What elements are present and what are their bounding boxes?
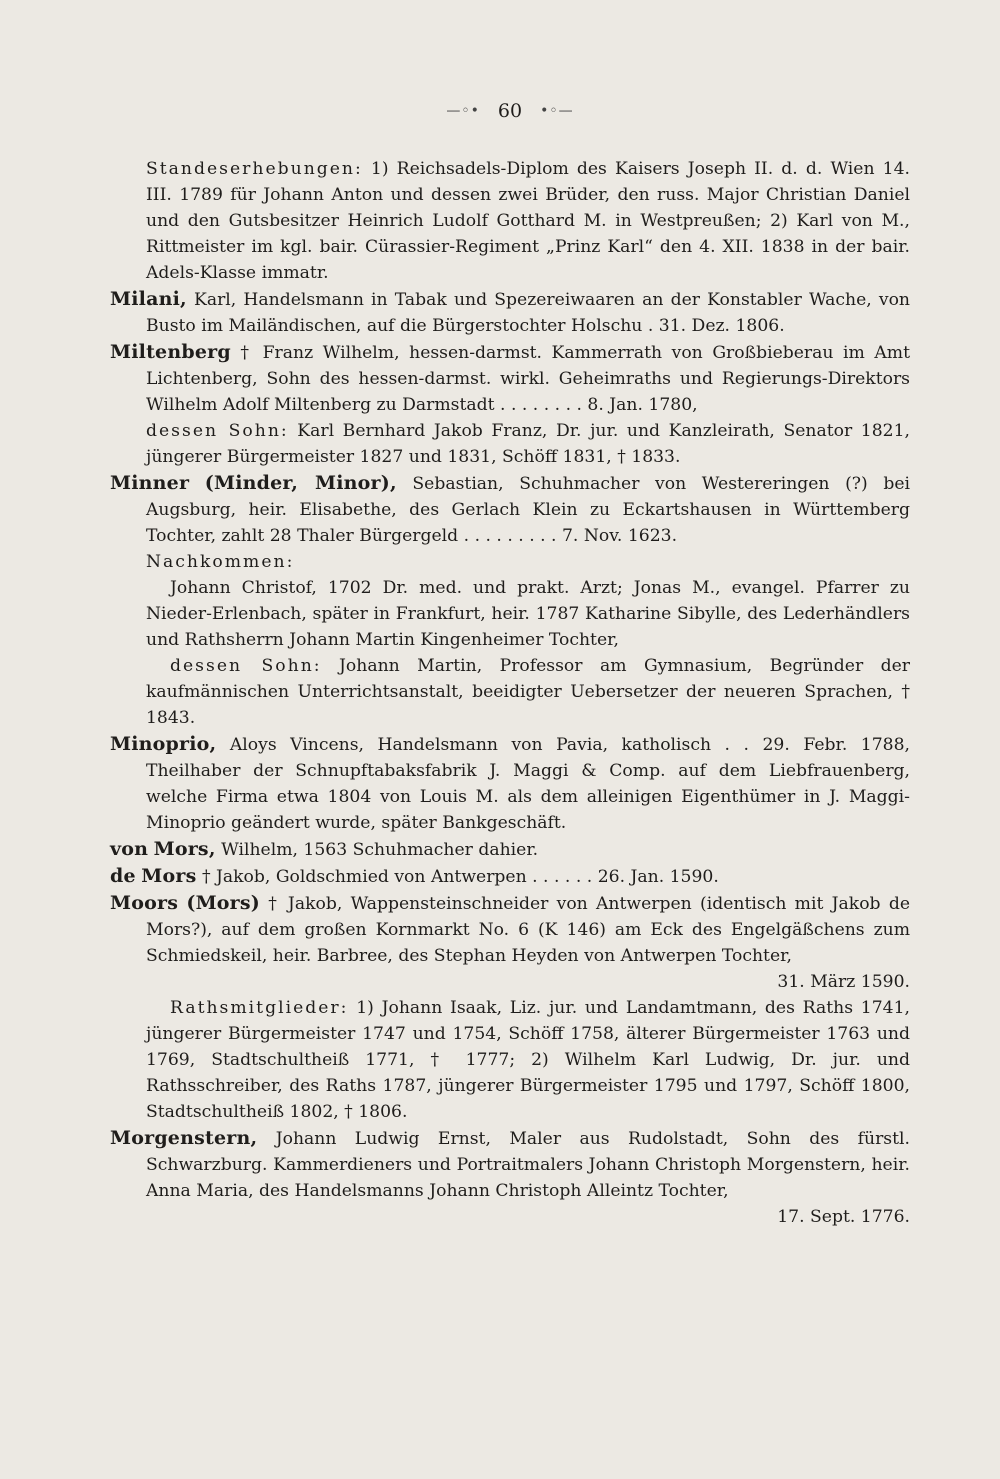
entry-de-mors	[110, 863, 910, 890]
section-label: Nachkommen:	[146, 552, 295, 572]
entry-text: Karl, Handelsmann in Tabak und Spezereiwaaren an der Konstabler Wache, von Busto im Mailändischen, auf die Bürgerstochter Holschu . 31. Dez. 1806.	[146, 290, 910, 336]
entry-name: Mors	[141, 865, 197, 887]
entry-morgenstern	[110, 1125, 910, 1204]
entry-text: † Jakob, Goldschmied von Antwerpen . . . . . . 26. Jan. 1590.	[201, 867, 719, 887]
entry-standeserhebungen	[110, 156, 910, 286]
entry-von-mors	[110, 836, 910, 863]
entry-minoprio	[110, 731, 910, 836]
entry-name: Minoprio,	[110, 733, 217, 755]
entry-milani	[110, 286, 910, 339]
ornament-right: •◦—	[540, 103, 574, 119]
entry-moors	[110, 890, 910, 969]
entry-text: 1) Johann Isaak, Liz. jur. und Landamtmann, des Raths 1741, jüngerer Bürgermeister 1747 und 1754, Schöff 1758, älterer Bürgermeister 1763 und 1769, Stadtschultheiß 1771, † 1777; 2) Wilhelm Karl Ludwig, Dr. jur. und Rathsschreiber, des Raths 1787, jüngerer Bürgermeister 1795 und 1797, Schöff 1800, Stadtschultheiß 1802, † 1806.	[146, 998, 911, 1122]
section-label: Rathsmitglieder:	[170, 998, 349, 1018]
entry-text: Aloys Vincens, Handelsmann von Pavia, katholisch . . 29. Febr. 1788, Theilhaber der Schnupftabaksfabrik J. Maggi & Comp. auf dem Liebfrauenberg, welche Firma etwa 1804 von Louis M. als dem alleinigen Eigenthümer in J. Maggi-Minoprio geändert wurde, später Bankgeschäft.	[146, 735, 910, 833]
entry-moors-date: 31. März 1590.	[777, 972, 910, 992]
page-header	[110, 100, 910, 122]
entry-prefix: von	[110, 838, 149, 860]
entry-name: Moors	[110, 892, 179, 914]
entry-text: † Franz Wilhelm, hessen-darmst. Kammerrath von Großbieberau im Amt Lichtenberg, Sohn des hessen-darmst. wirkl. Geheimraths und Regierungs-Direktors Wilhelm Adolf Miltenberg zu Darmstadt . . . . . . . . 8. Jan. 1780,	[146, 343, 910, 415]
ornament-left: —◦•	[446, 103, 480, 119]
entry-minner-descendants	[110, 575, 910, 653]
entry-name: Mors,	[153, 838, 216, 860]
section-label: Standeserhebungen:	[146, 159, 363, 179]
entry-text: Sebastian, Schuhmacher von Westereringen (?) bei Augsburg, heir. Elisabethe, des Gerlach Klein zu Eckartshausen in Württemberg Tochter, zahlt 28 Thaler Bürgergeld . . . . . . . . . 7. Nov. 1623.	[146, 474, 910, 546]
entry-prefix: de	[110, 865, 136, 887]
entry-name: Minner	[110, 472, 190, 494]
entry-morgenstern-date: 17. Sept. 1776.	[777, 1207, 910, 1227]
entry-name-alt: (Minder, Minor),	[204, 472, 397, 494]
entry-text: Johann Martin, Professor am Gymnasium, Begründer der kaufmännischen Unterrichtsanstalt, beeidigter Uebersetzer der neueren Sprachen, † 1843.	[146, 656, 910, 728]
entry-text: Wilhelm, 1563 Schuhmacher dahier.	[221, 840, 539, 860]
entry-miltenberg-son	[110, 418, 910, 470]
entry-minner-descendants-label	[110, 549, 910, 575]
entry-name: Miltenberg	[110, 341, 231, 363]
entry-name-alt: (Mors)	[186, 892, 260, 914]
page-number: 60	[497, 100, 523, 122]
entry-miltenberg	[110, 339, 910, 418]
entry-text: Johann Christof, 1702 Dr. med. und prakt. Arzt; Jonas M., evangel. Pfarrer zu Nieder-Erlenbach, später in Frankfurt, heir. 1787 Katharine Sibylle, des Lederhändlers und Rathsherrn Johann Martin Kingenheimer Tochter,	[146, 578, 910, 650]
entry-minner-son	[110, 653, 910, 731]
entry-name: Morgenstern,	[110, 1127, 258, 1149]
entry-text: † Jakob, Wappensteinschneider von Antwerpen (identisch mit Jakob de Mors?), auf dem großen Kornmarkt No. 6 (K 146) am Eck des Engelgäßchens zum Schmiedskeil, heir. Barbree, des Stephan Heyden von Antwerpen Tochter,	[146, 894, 910, 966]
entry-text: Johann Ludwig Ernst, Maler aus Rudolstadt, Sohn des fürstl. Schwarzburg. Kammerdieners und Portraitmalers Johann Christoph Morgenstern, heir. Anna Maria, des Handelsmanns Johann Christoph Alleintz Tochter,	[146, 1129, 910, 1201]
entry-name: Milani,	[110, 288, 187, 310]
entry-text: Karl Bernhard Jakob Franz, Dr. jur. und Kanzleirath, Senator 1821, jüngerer Bürgermeister 1827 und 1831, Schöff 1831, † 1833.	[146, 421, 910, 467]
entry-text: 1) Reichsadels-Diplom des Kaisers Joseph II. d. d. Wien 14. III. 1789 für Johann Anton und dessen zwei Brüder, den russ. Major Christian Daniel und den Gutsbesitzer Heinrich Ludolf Gotthard M. in Westpreußen; 2) Karl von M., Rittmeister im kgl. bair. Cürassier-Regiment „Prinz Karl“ den 4. XII. 1838 in der bair. Adels-Klasse immatr.	[146, 159, 910, 283]
entry-moors-council	[110, 995, 910, 1125]
section-label: dessen Sohn:	[146, 421, 289, 441]
entry-minner	[110, 470, 910, 549]
section-label: dessen Sohn:	[170, 656, 322, 676]
